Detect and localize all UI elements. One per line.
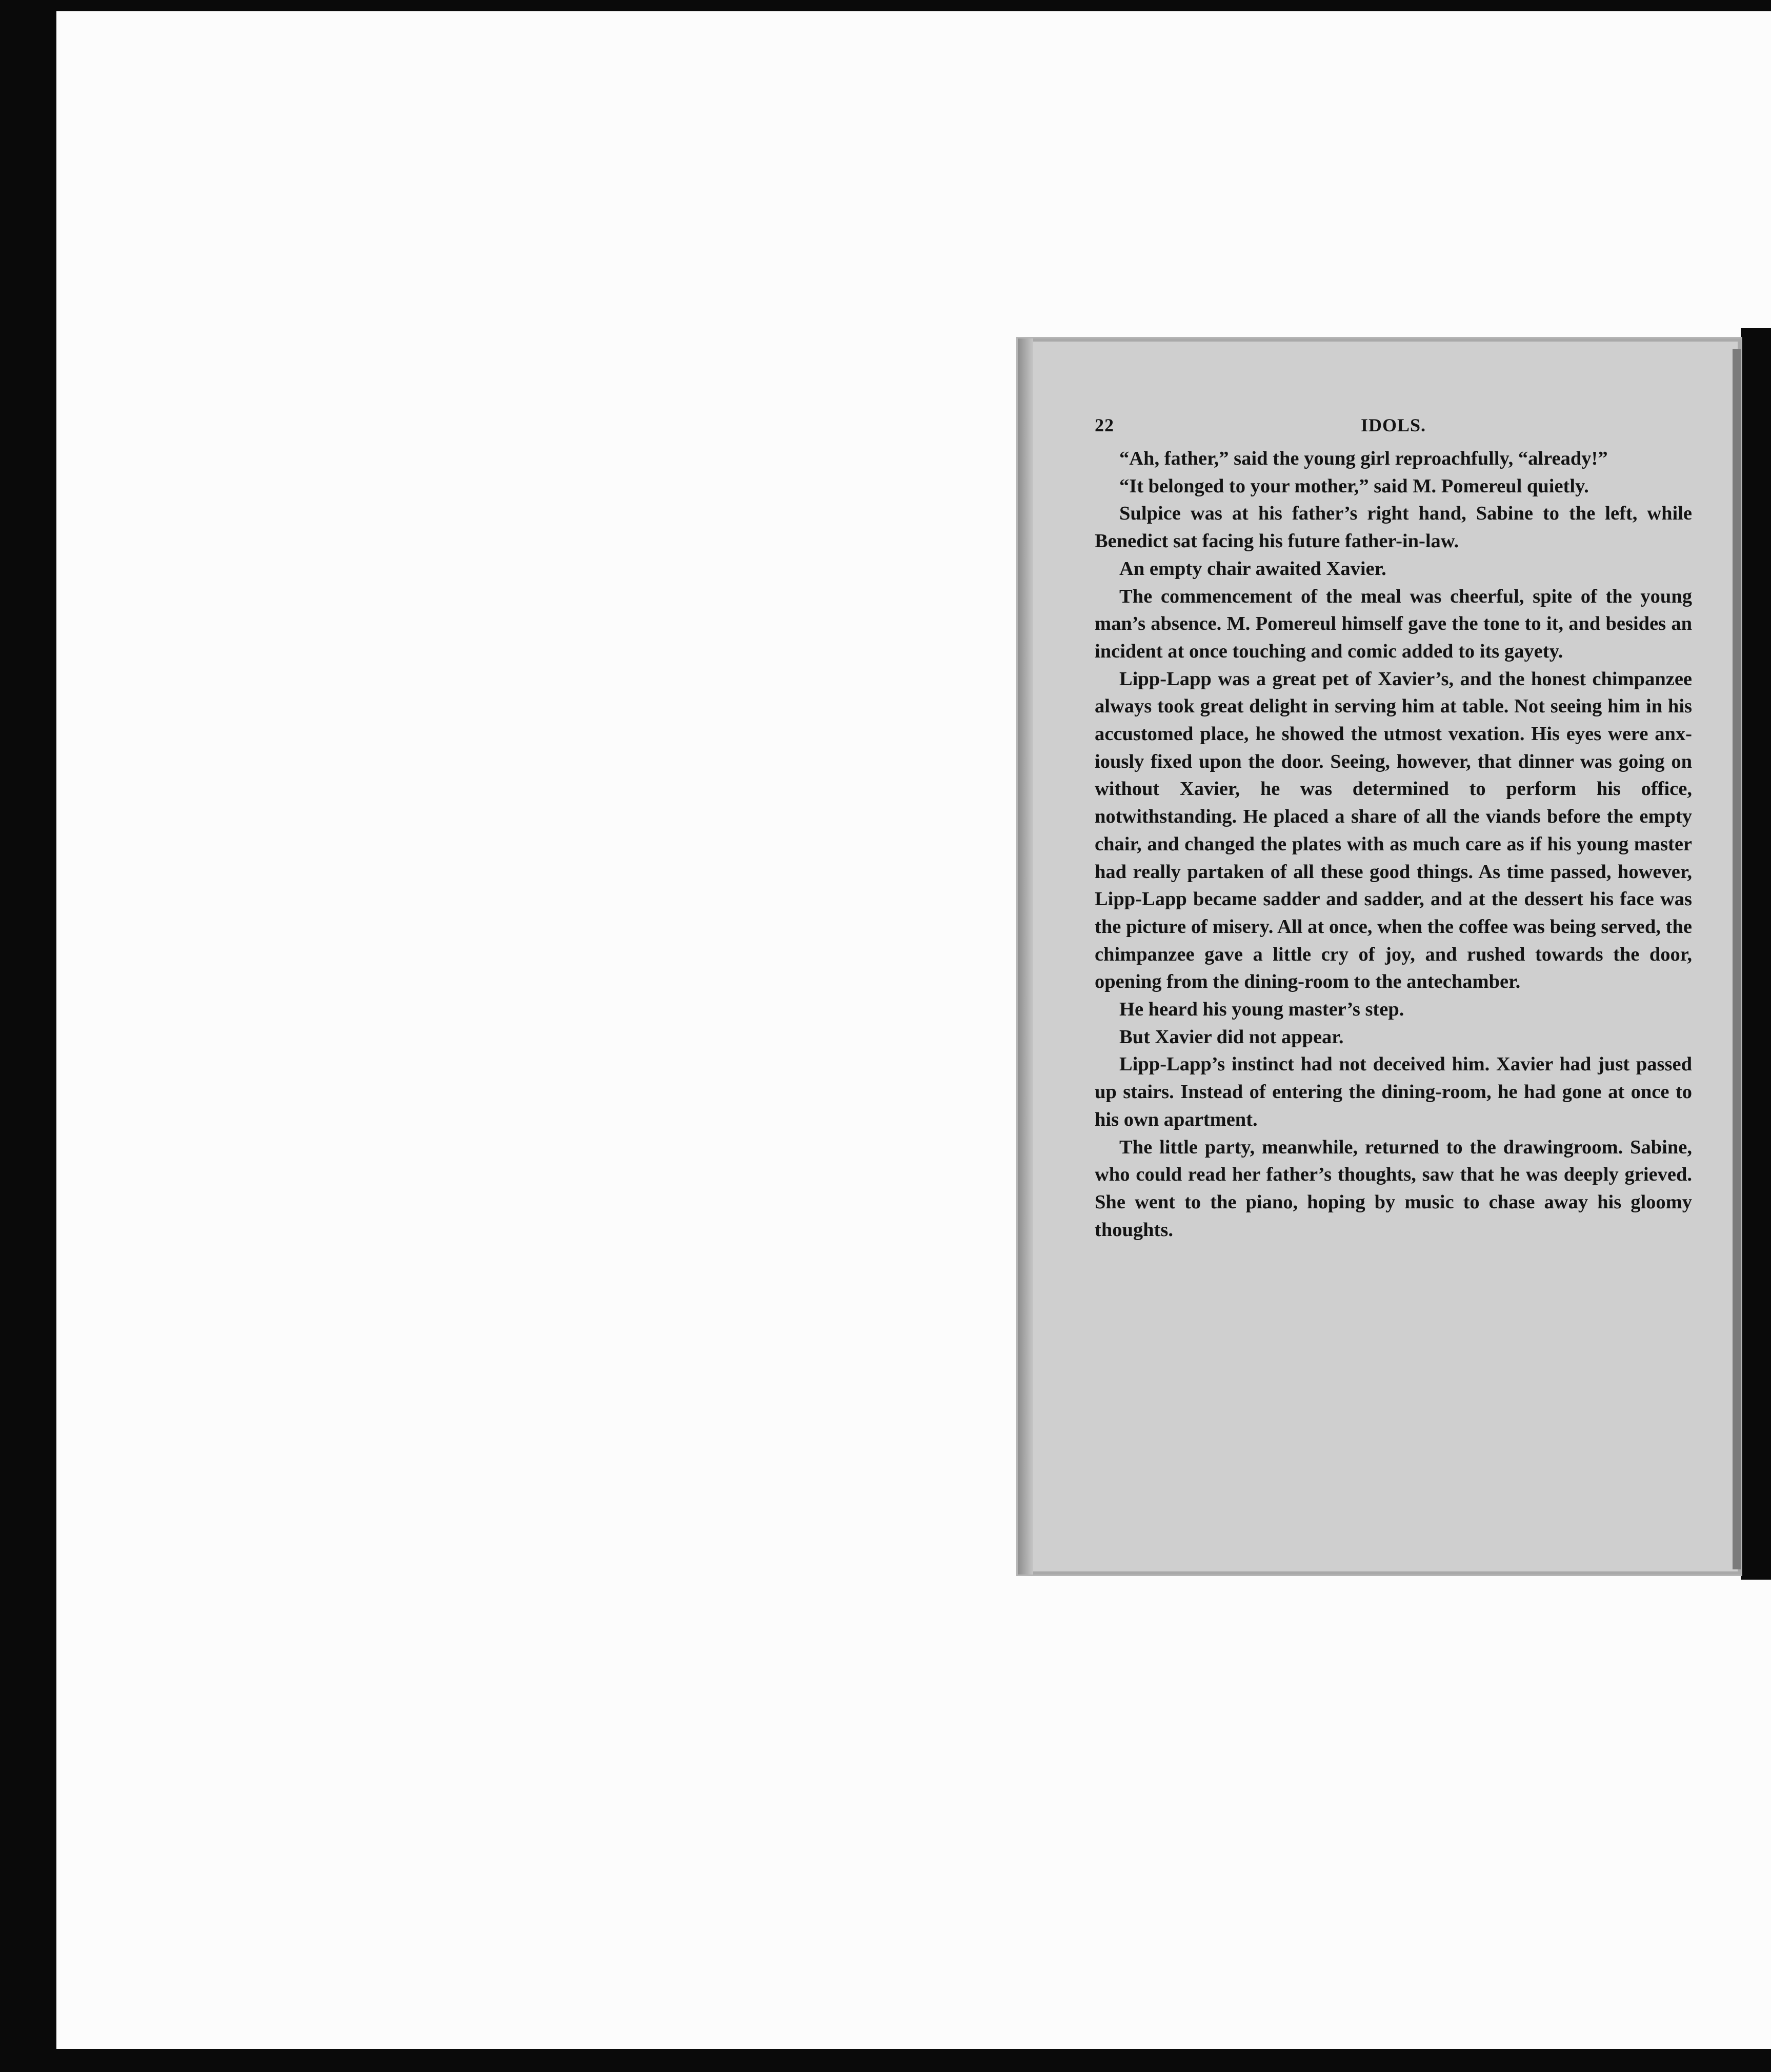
page-gutter-edge <box>1733 349 1741 1569</box>
paragraph: But Xavier did not appear. <box>1119 1026 1344 1048</box>
paragraph: An empty chair awaited Xavier. <box>1119 557 1386 580</box>
film-border-left <box>0 0 56 2072</box>
paragraph: “It belonged to your mother,” said M. Pomereul quietly. <box>1119 475 1589 497</box>
page-number: 22 <box>1095 415 1114 435</box>
paragraph: The little party, meanwhile, returned to the drawingroom. Sabine, who could read her father’s thoughts, saw that he was deeply grieved. She went to the piano, hoping by music to chase away his gloomy thoughts. <box>1095 1136 1692 1241</box>
paragraph: Sulpice was at his father’s right hand, Sabine to the left, while Benedict sat facing his future father-in-law. <box>1095 503 1692 552</box>
running-head <box>1095 414 1692 445</box>
film-border-bottom <box>0 2049 1771 2072</box>
body-text <box>1095 445 1692 1244</box>
film-border-right <box>1741 328 1771 1580</box>
page-binding-edge <box>1018 338 1033 1575</box>
paragraph: “Ah, father,” said the young girl reproachfully, “already!” <box>1119 448 1608 469</box>
paragraph: He heard his young master’s step. <box>1119 999 1404 1021</box>
film-border-top <box>0 0 1771 11</box>
paragraph: Lipp-Lapp was a great pet of Xavier’s, and the honest chimpanzee always took great delight in serving him at table. Not seeing him in his accustomed place, he showed the utmost vexation. His eyes were anxiously fixed upon the door. Seeing, however, that dinner was going on without Xavier, he was determined to perform his office, notwithstanding. He placed a share of all the viands before the empty chair, and changed the plates with as much care as if his young master had really partaken of all these good things. As time passed, however, Lipp-Lapp became sadder and sadder, and at the dessert his face was the picture of misery. All at once, when the coffee was being served, the chimpanzee gave a little cry of joy, and rushed towards the door, opening from the dining-room to the antechamber. <box>1095 668 1692 993</box>
page-content <box>1095 414 1692 1244</box>
running-title: IDOLS. <box>1360 415 1426 435</box>
paragraph: Lipp-Lapp’s instinct had not deceived him. Xavier had just passed up stairs. Instead of entering the dining-room, he had gone at once to his own apartment. <box>1095 1053 1692 1130</box>
book-page <box>1018 338 1741 1575</box>
paragraph: The commencement of the meal was cheerful, spite of the young man’s absence. M. Pomereul himself gave the tone to it, and besides an incident at once touching and comic added to its gayety. <box>1095 585 1692 662</box>
